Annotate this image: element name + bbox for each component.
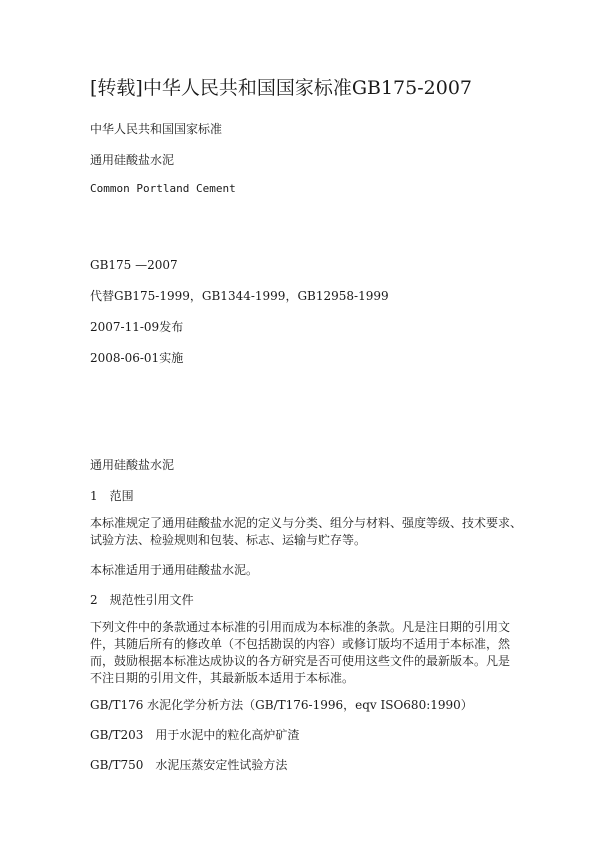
paragraph-line: 试验方法、检验规则和包装、标志、运输与贮存等。 xyxy=(90,533,367,547)
paragraph-line: 而，鼓励根据本标准达成协议的各方研究是否可使用这些文件的最新版本。凡是 xyxy=(90,654,511,668)
paragraph-line: 不注日期的引用文件，其最新版本适用于本标准。 xyxy=(90,671,355,685)
standard-org: 中华人民共和国国家标准 xyxy=(90,122,223,136)
body-title: 通用硅酸盐水泥 xyxy=(90,458,175,472)
paragraph-line: 本标准规定了通用硅酸盐水泥的定义与分类、组分与材料、强度等级、技术要求、 xyxy=(90,516,523,530)
section-2-heading: 2 规范性引用文件 xyxy=(90,593,194,607)
reference-item: GB/T176 水泥化学分析方法（GB/T176-1996，eqv ISO680:1990） xyxy=(90,698,473,712)
reference-item: GB/T203 用于水泥中的粒化高炉矿渣 xyxy=(90,728,300,742)
section-1-paragraph xyxy=(90,515,522,549)
standard-code: GB175 —2007 xyxy=(90,258,178,272)
document-title: [转载]中华人民共和国国家标准GB175-2007 xyxy=(90,77,473,99)
standard-name-en: Common Portland Cement xyxy=(90,182,236,195)
standard-name-cn: 通用硅酸盐水泥 xyxy=(90,153,175,167)
reference-item: GB/T750 水泥压蒸安定性试验方法 xyxy=(90,758,288,772)
replaces-note: 代替GB175-1999，GB1344-1999，GB12958-1999 xyxy=(90,289,389,303)
section-2-paragraph xyxy=(90,619,522,687)
section-1-heading: 1 范围 xyxy=(90,489,134,503)
paragraph-line: 下列文件中的条款通过本标准的引用而成为本标准的条款。凡是注日期的引用文 xyxy=(90,620,511,634)
paragraph-line: 件，其随后所有的修改单（不包括勘误的内容）或修订版均不适用于本标准，然 xyxy=(90,637,511,651)
implement-date: 2008-06-01实施 xyxy=(90,351,184,365)
section-1-scope: 本标准适用于通用硅酸盐水泥。 xyxy=(90,563,259,577)
publish-date: 2007-11-09发布 xyxy=(90,320,184,334)
